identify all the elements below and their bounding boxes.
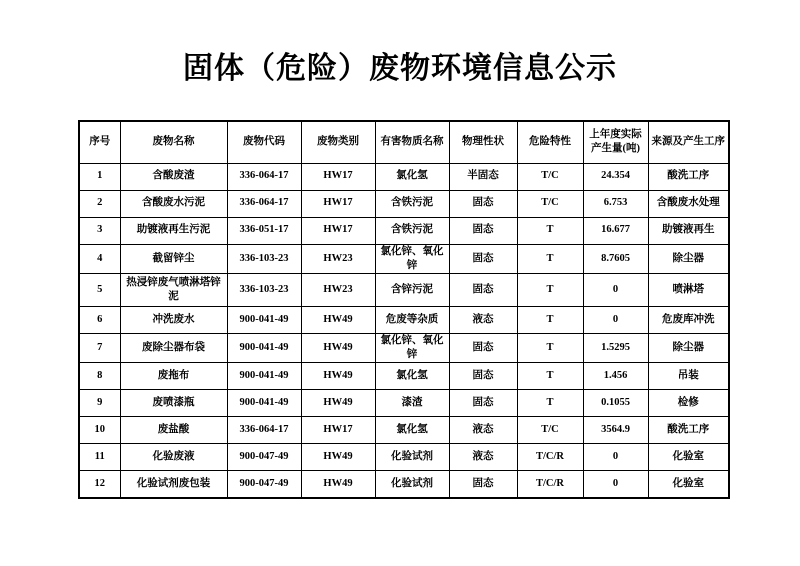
- table-cell: T: [517, 363, 583, 390]
- table-cell: 固态: [449, 390, 517, 417]
- table-cell: 0.1055: [583, 390, 648, 417]
- table-cell: 化验试剂废包装: [120, 471, 227, 498]
- table-cell: T: [517, 244, 583, 273]
- table-cell: 3: [79, 217, 120, 244]
- table-cell: 8.7605: [583, 244, 648, 273]
- table-cell: 336-051-17: [227, 217, 301, 244]
- table-cell: 化验试剂: [375, 471, 449, 498]
- table-cell: 5: [79, 273, 120, 306]
- table-row: [79, 273, 729, 306]
- table-cell: HW49: [301, 333, 375, 362]
- waste-table-head: [79, 121, 729, 163]
- table-cell: T/C: [517, 417, 583, 444]
- header-cell: 废物名称: [120, 121, 227, 163]
- table-cell: 900-041-49: [227, 363, 301, 390]
- header-cell: 上年度实际产生量(吨): [583, 121, 648, 163]
- table-cell: 检修: [648, 390, 729, 417]
- table-cell: 3564.9: [583, 417, 648, 444]
- table-cell: 液态: [449, 417, 517, 444]
- table-cell: 热浸锌废气喷淋塔锌泥: [120, 273, 227, 306]
- table-cell: 0: [583, 273, 648, 306]
- table-row: [79, 363, 729, 390]
- table-row: [79, 471, 729, 498]
- header-cell: 有害物质名称: [375, 121, 449, 163]
- table-cell: 含酸废水污泥: [120, 190, 227, 217]
- table-cell: HW23: [301, 244, 375, 273]
- table-cell: 吊装: [648, 363, 729, 390]
- table-cell: 助镀液再生: [648, 217, 729, 244]
- table-cell: 氯化氢: [375, 363, 449, 390]
- header-cell: 废物代码: [227, 121, 301, 163]
- table-row: [79, 333, 729, 362]
- table-cell: 固态: [449, 363, 517, 390]
- table-cell: 336-064-17: [227, 163, 301, 190]
- table-cell: 6: [79, 306, 120, 333]
- table-cell: 危废等杂质: [375, 306, 449, 333]
- table-cell: 0: [583, 444, 648, 471]
- table-cell: 液态: [449, 306, 517, 333]
- table-cell: 12: [79, 471, 120, 498]
- table-row: [79, 163, 729, 190]
- table-cell: 固态: [449, 217, 517, 244]
- table-cell: 含锌污泥: [375, 273, 449, 306]
- table-cell: HW49: [301, 444, 375, 471]
- table-cell: 0: [583, 306, 648, 333]
- table-row: [79, 390, 729, 417]
- table-cell: 除尘器: [648, 244, 729, 273]
- table-cell: 酸洗工序: [648, 417, 729, 444]
- table-cell: 336-103-23: [227, 273, 301, 306]
- table-cell: T/C/R: [517, 471, 583, 498]
- table-cell: T: [517, 390, 583, 417]
- table-cell: 336-064-17: [227, 417, 301, 444]
- table-cell: T/C/R: [517, 444, 583, 471]
- table-cell: 1: [79, 163, 120, 190]
- header-cell: 序号: [79, 121, 120, 163]
- table-cell: 900-041-49: [227, 306, 301, 333]
- table-cell: 含酸废渣: [120, 163, 227, 190]
- table-cell: 4: [79, 244, 120, 273]
- table-cell: T: [517, 333, 583, 362]
- table-cell: 11: [79, 444, 120, 471]
- table-cell: 10: [79, 417, 120, 444]
- table-cell: 6.753: [583, 190, 648, 217]
- table-cell: 固态: [449, 244, 517, 273]
- table-cell: HW17: [301, 163, 375, 190]
- page-title: 固体（危险）废物环境信息公示: [183, 52, 617, 85]
- table-cell: 24.354: [583, 163, 648, 190]
- table-cell: 喷淋塔: [648, 273, 729, 306]
- waste-disclosure-table: [78, 120, 730, 499]
- table-cell: 助镀液再生污泥: [120, 217, 227, 244]
- table-cell: HW49: [301, 390, 375, 417]
- table-cell: T/C: [517, 163, 583, 190]
- table-cell: HW17: [301, 417, 375, 444]
- table-cell: 废喷漆瓶: [120, 390, 227, 417]
- table-cell: 900-041-49: [227, 333, 301, 362]
- waste-table-head-row: [79, 121, 729, 163]
- table-row: [79, 190, 729, 217]
- table-cell: HW17: [301, 190, 375, 217]
- table-cell: 1.456: [583, 363, 648, 390]
- table-row: [79, 444, 729, 471]
- table-cell: 危废库冲洗: [648, 306, 729, 333]
- table-cell: 16.677: [583, 217, 648, 244]
- table-cell: 9: [79, 390, 120, 417]
- header-cell: 废物类别: [301, 121, 375, 163]
- header-cell: 物理性状: [449, 121, 517, 163]
- table-cell: 氯化氢: [375, 417, 449, 444]
- table-cell: T: [517, 306, 583, 333]
- table-cell: 半固态: [449, 163, 517, 190]
- table-cell: 336-064-17: [227, 190, 301, 217]
- table-cell: 含铁污泥: [375, 217, 449, 244]
- table-cell: T: [517, 217, 583, 244]
- table-cell: 化验室: [648, 471, 729, 498]
- table-cell: 7: [79, 333, 120, 362]
- header-cell: 来源及产生工序: [648, 121, 729, 163]
- table-cell: 8: [79, 363, 120, 390]
- table-row: [79, 217, 729, 244]
- table-cell: HW23: [301, 273, 375, 306]
- table-cell: 化验试剂: [375, 444, 449, 471]
- table-row: [79, 417, 729, 444]
- table-row: [79, 306, 729, 333]
- table-cell: T/C: [517, 190, 583, 217]
- table-cell: 截留锌尘: [120, 244, 227, 273]
- table-cell: 0: [583, 471, 648, 498]
- table-cell: T: [517, 273, 583, 306]
- table-cell: 氯化氢: [375, 163, 449, 190]
- waste-table-body: [79, 163, 729, 498]
- table-cell: 酸洗工序: [648, 163, 729, 190]
- table-cell: 336-103-23: [227, 244, 301, 273]
- table-cell: 固态: [449, 190, 517, 217]
- table-cell: 900-041-49: [227, 390, 301, 417]
- table-cell: 含酸废水处理: [648, 190, 729, 217]
- table-cell: 含铁污泥: [375, 190, 449, 217]
- table-cell: HW17: [301, 217, 375, 244]
- table-cell: 废盐酸: [120, 417, 227, 444]
- table-cell: 除尘器: [648, 333, 729, 362]
- table-row: [79, 244, 729, 273]
- table-cell: 氯化锌、氧化锌: [375, 244, 449, 273]
- table-cell: 漆渣: [375, 390, 449, 417]
- header-cell: 危险特性: [517, 121, 583, 163]
- table-cell: 废除尘器布袋: [120, 333, 227, 362]
- table-cell: 冲洗废水: [120, 306, 227, 333]
- table-cell: 900-047-49: [227, 444, 301, 471]
- table-cell: HW49: [301, 471, 375, 498]
- table-cell: HW49: [301, 363, 375, 390]
- table-cell: 固态: [449, 273, 517, 306]
- table-cell: 固态: [449, 333, 517, 362]
- table-cell: 1.5295: [583, 333, 648, 362]
- table-cell: 液态: [449, 444, 517, 471]
- table-cell: 固态: [449, 471, 517, 498]
- table-cell: HW49: [301, 306, 375, 333]
- table-cell: 2: [79, 190, 120, 217]
- table-cell: 氯化锌、氧化锌: [375, 333, 449, 362]
- table-cell: 化验废液: [120, 444, 227, 471]
- table-cell: 900-047-49: [227, 471, 301, 498]
- table-cell: 废拖布: [120, 363, 227, 390]
- table-cell: 化验室: [648, 444, 729, 471]
